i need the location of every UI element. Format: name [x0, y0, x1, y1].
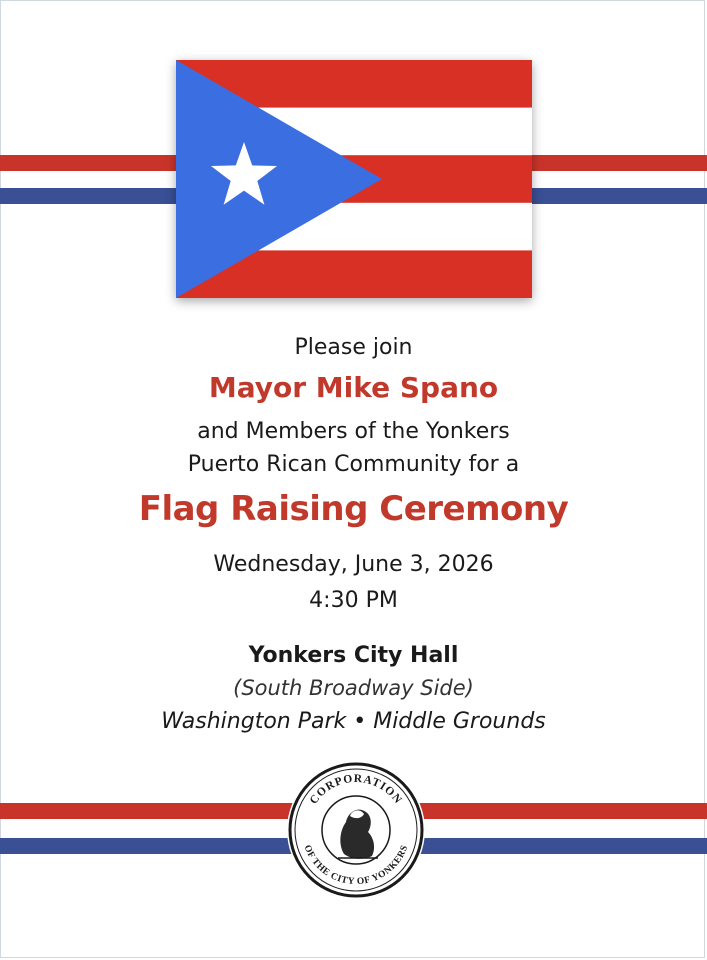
venue-location: Washington Park • Middle Grounds [161, 709, 546, 734]
event-date: Wednesday, June 3, 2026 [213, 552, 494, 577]
venue-name: Yonkers City Hall [248, 643, 459, 668]
event-title: Flag Raising Ceremony [138, 489, 569, 529]
intro-text: Please join [294, 335, 413, 360]
seal-top-text: CORPORATION [307, 772, 405, 807]
venue-side: (South Broadway Side) [233, 676, 474, 700]
seal-bottom-text: OF THE CITY OF YONKERS [301, 843, 411, 888]
puerto-rico-flag [176, 60, 532, 298]
members-line-1: and Members of the Yonkers [197, 419, 510, 444]
city-of-yonkers-seal [286, 760, 426, 900]
host-name: Mayor Mike Spano [208, 371, 499, 404]
members-line-2: Puerto Rican Community for a [187, 452, 520, 477]
event-time: 4:30 PM [309, 588, 398, 613]
